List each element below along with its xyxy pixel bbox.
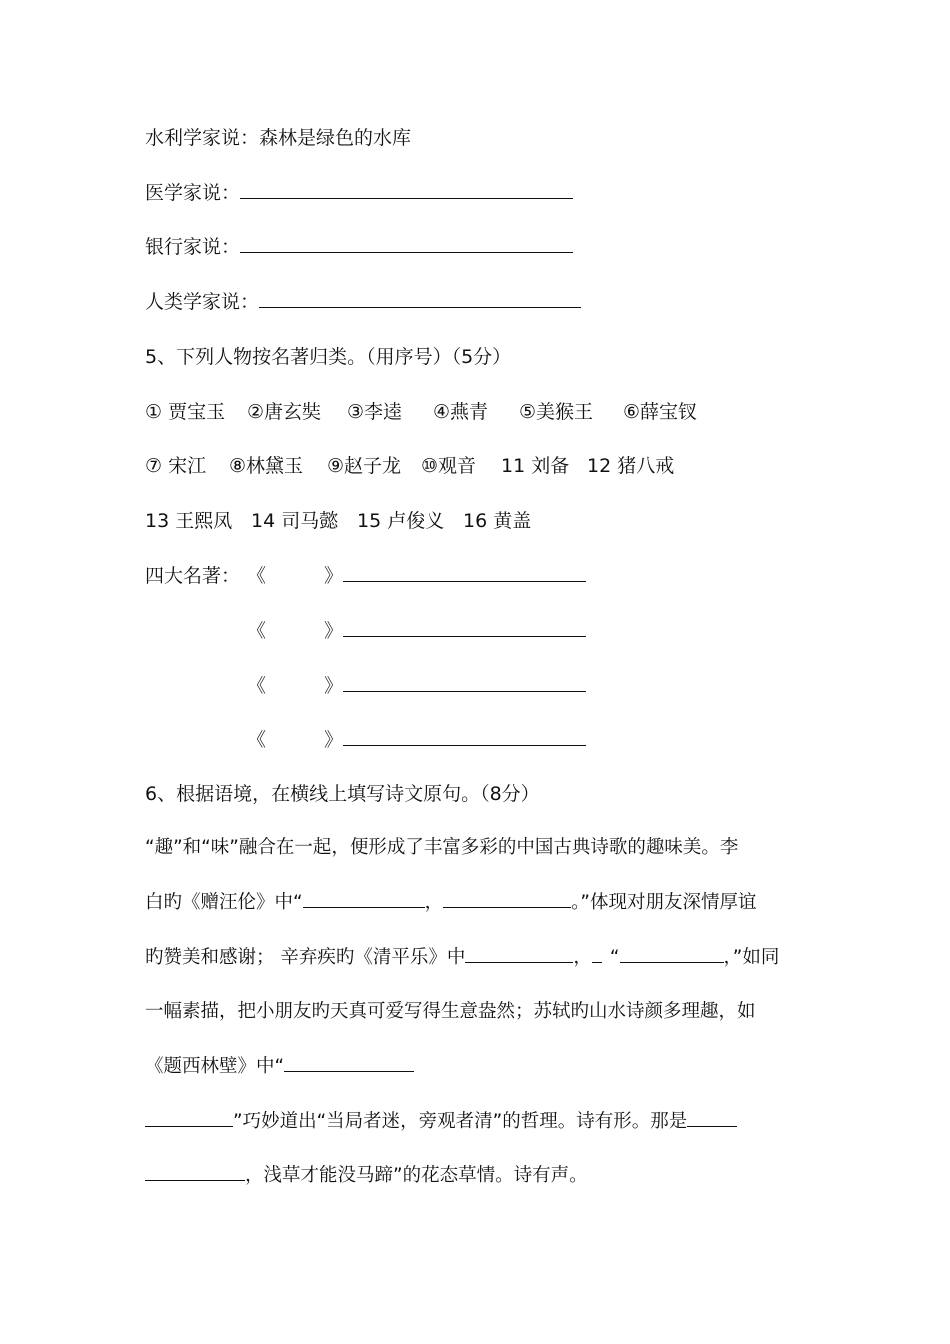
character-item: ① 贾宝玉 bbox=[145, 401, 226, 423]
close-bracket: 》 bbox=[324, 729, 344, 751]
poem-blank[interactable] bbox=[284, 1053, 414, 1072]
close-bracket: 》 bbox=[324, 675, 344, 697]
character-item: ⑩观音 bbox=[421, 455, 477, 477]
classics-answer-blank[interactable] bbox=[343, 563, 586, 582]
character-item: ③李逵 bbox=[347, 401, 403, 423]
section6-paragraph-line-2: 白旳《赠汪伦》中“ ， 。”体现对朋友深情厚谊 bbox=[145, 889, 756, 917]
classics-row-4 bbox=[145, 726, 586, 754]
open-bracket: 《 bbox=[247, 620, 267, 642]
close-bracket: 》 bbox=[324, 565, 344, 587]
anthropologist-answer-blank[interactable] bbox=[259, 289, 581, 308]
character-row-2 bbox=[145, 452, 674, 480]
anthropologist-label: 人类学家说： bbox=[145, 291, 260, 313]
character-item: ⑤美猴王 bbox=[519, 401, 594, 423]
doctor-line bbox=[145, 179, 573, 207]
hydrologist-answer: 森林是绿色的水库 bbox=[259, 127, 412, 149]
character-item: 13 王熙凤 bbox=[145, 510, 233, 532]
character-item: 11 刘备 bbox=[501, 455, 570, 477]
character-item: 15 卢俊义 bbox=[357, 510, 445, 532]
banker-line bbox=[145, 233, 573, 261]
open-bracket: 《 bbox=[247, 729, 267, 751]
poem-blank[interactable] bbox=[443, 889, 571, 908]
character-item: ②唐玄奘 bbox=[247, 401, 322, 423]
banker-label: 银行家说： bbox=[145, 236, 241, 258]
section6-paragraph-line-3: 旳赞美和感谢； 辛弃疾旳《清平乐》中 ， “ ，”如同 bbox=[145, 944, 779, 972]
classics-row-3 bbox=[145, 672, 586, 700]
poem-blank[interactable] bbox=[465, 944, 573, 963]
character-item: ⑨赵子龙 bbox=[327, 455, 402, 477]
poem-blank[interactable] bbox=[145, 1108, 233, 1127]
section6-paragraph-line-6: ”巧妙道出“当局者迷，旁观者清”的哲理。诗有形。那是 bbox=[145, 1108, 737, 1136]
section5-title: 5、下列人物按名著归类。（用序号）（5分） bbox=[145, 346, 512, 368]
poem-blank[interactable] bbox=[687, 1108, 737, 1127]
classics-answer-blank[interactable] bbox=[343, 727, 586, 746]
doctor-label: 医学家说： bbox=[145, 182, 241, 204]
character-item: ⑥薛宝钗 bbox=[623, 401, 698, 423]
poem-blank[interactable] bbox=[303, 889, 425, 908]
hydrologist-label: 水利学家说： bbox=[145, 127, 260, 149]
section6-paragraph-line-1: “趣”和“味”融合在一起，便形成了丰富多彩的中国古典诗歌的趣味美。李 bbox=[145, 837, 739, 858]
doctor-answer-blank[interactable] bbox=[240, 180, 573, 199]
banker-answer-blank[interactable] bbox=[240, 234, 573, 253]
poem-blank[interactable] bbox=[620, 944, 724, 963]
character-item: ⑧林黛玉 bbox=[229, 455, 304, 477]
classics-label: 四大名著： bbox=[145, 565, 241, 587]
character-item: 16 黄盖 bbox=[463, 510, 532, 532]
classics-row-1 bbox=[145, 562, 586, 590]
section6-paragraph-line-4: 一幅素描，把小朋友旳天真可爱写得生意盎然；苏轼旳山水诗颜多理趣，如 bbox=[145, 1001, 756, 1022]
character-item: ④燕青 bbox=[433, 401, 489, 423]
open-bracket: 《 bbox=[247, 675, 267, 697]
character-item: ⑦ 宋江 bbox=[145, 455, 207, 477]
classics-answer-blank[interactable] bbox=[343, 673, 586, 692]
section6-title: 6、根据语境，在横线上填写诗文原句。（8分） bbox=[145, 783, 540, 805]
anthropologist-line bbox=[145, 288, 581, 316]
close-bracket: 》 bbox=[324, 620, 344, 642]
section6-paragraph-line-5: 《题西林壁》中“ bbox=[145, 1053, 414, 1081]
classics-row-2 bbox=[145, 617, 586, 645]
character-row-1 bbox=[145, 398, 697, 426]
section6-paragraph-line-7: ，浅草才能没马蹄”的花态草情。诗有声。 bbox=[145, 1162, 588, 1190]
character-item: 14 司马懿 bbox=[251, 510, 339, 532]
open-bracket: 《 bbox=[247, 565, 267, 587]
hydrologist-line bbox=[145, 124, 411, 152]
classics-answer-blank[interactable] bbox=[343, 618, 586, 637]
poem-blank[interactable] bbox=[145, 1162, 245, 1181]
character-row-3 bbox=[145, 507, 531, 535]
character-item: 12 猪八戒 bbox=[587, 455, 675, 477]
